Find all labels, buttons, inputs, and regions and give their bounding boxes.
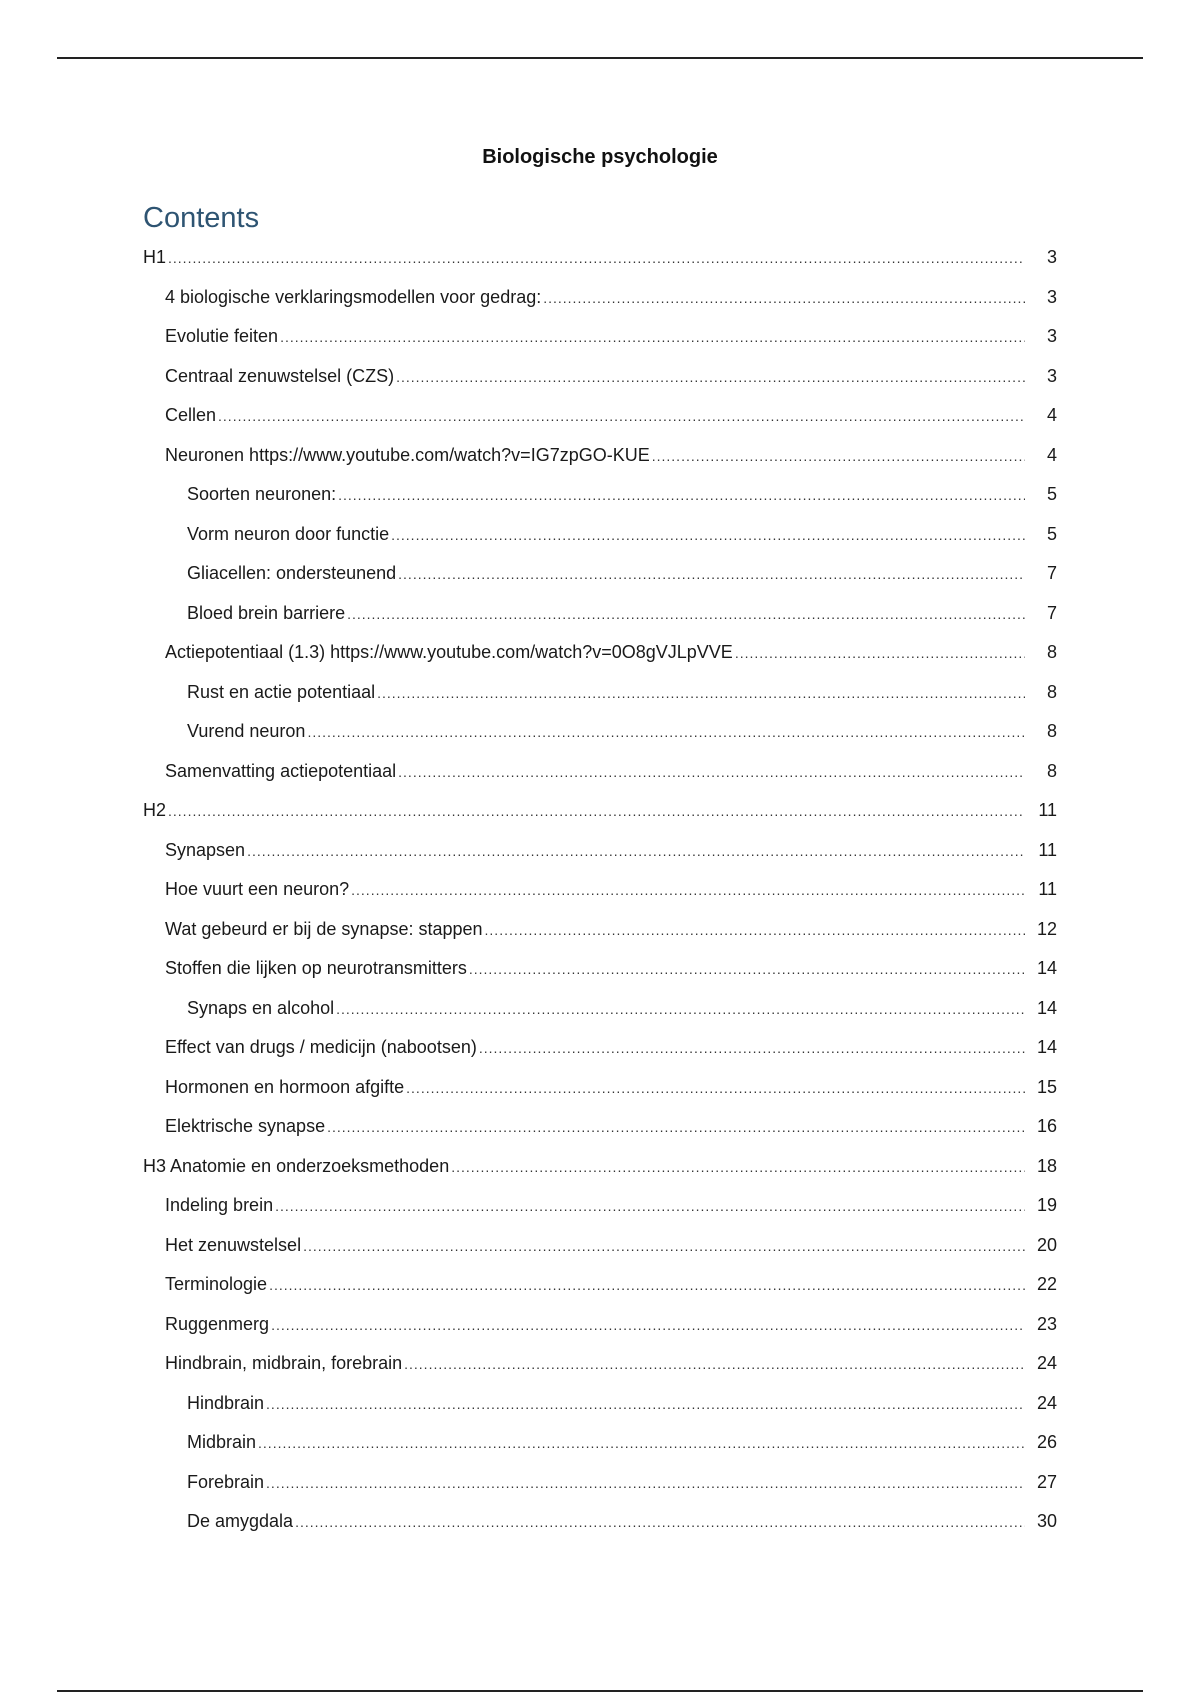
toc-entry-label: Elektrische synapse xyxy=(165,1116,326,1136)
toc-entry-label: Actiepotentiaal (1.3) https://www.youtube.com/watch?v=0O8gVJLpVVE xyxy=(165,642,733,662)
toc-entry[interactable] xyxy=(0,554,1200,594)
toc-entry-label: Synaps en alcohol xyxy=(187,997,335,1018)
toc-entry[interactable] xyxy=(0,1502,1200,1542)
toc-entry[interactable] xyxy=(0,1463,1200,1503)
toc-entry-label: H2 xyxy=(143,800,167,820)
toc-entry[interactable] xyxy=(0,1226,1200,1266)
toc-entry[interactable] xyxy=(0,1344,1200,1384)
toc-entry-page-number: 8 xyxy=(1046,681,1057,702)
toc-entry[interactable] xyxy=(0,752,1200,792)
toc-entry-label: Forebrain xyxy=(187,1471,265,1492)
toc-entry-label: Hoe vuurt een neuron? xyxy=(165,879,350,899)
toc-entry-label: Midbrain xyxy=(187,1432,257,1452)
toc-dot-leader xyxy=(735,634,1025,674)
toc-entry-label: Samenvatting actiepotentiaal xyxy=(165,760,397,781)
toc-entry[interactable] xyxy=(0,791,1200,831)
toc-entry-label: Ruggenmerg xyxy=(165,1313,270,1334)
toc-dot-leader xyxy=(280,318,1025,358)
toc-entry-label: Stoffen die lijken op neurotransmitters xyxy=(165,958,467,978)
toc-entry[interactable] xyxy=(0,1028,1200,1068)
document-title: Biologische psychologie xyxy=(482,146,718,168)
toc-entry-page-number: 8 xyxy=(1046,721,1057,741)
toc-entry-page-number: 4 xyxy=(1046,444,1057,465)
toc-entry-page-number: 8 xyxy=(1046,642,1057,662)
toc-entry[interactable] xyxy=(0,1265,1200,1305)
toc-dot-leader xyxy=(168,792,1025,832)
toc-entry-page-number: 8 xyxy=(1046,760,1057,781)
toc-entry-label: Indeling brein xyxy=(165,1195,274,1215)
toc-heading: Contents xyxy=(143,202,260,234)
toc-dot-leader xyxy=(247,832,1025,872)
toc-entry-page-number: 5 xyxy=(1046,484,1057,504)
toc-dot-leader xyxy=(479,1029,1025,1069)
toc-dot-leader xyxy=(404,1345,1025,1385)
toc-entry-page-number: 23 xyxy=(1036,1313,1057,1334)
toc-entry[interactable] xyxy=(0,633,1200,673)
toc-dot-leader xyxy=(451,1148,1025,1188)
toc-entry-label: Gliacellen: ondersteunend xyxy=(187,563,397,583)
toc-dot-leader xyxy=(168,239,1025,279)
toc-entry-label: Hindbrain xyxy=(187,1392,265,1413)
toc-entry-label: Terminologie xyxy=(165,1274,268,1294)
toc-entry-label: 4 biologische verklaringsmodellen voor gedrag: xyxy=(165,286,542,307)
toc-entry-label: Effect van drugs / medicijn (nabootsen) xyxy=(165,1037,477,1057)
toc-dot-leader xyxy=(307,713,1025,753)
header-rule xyxy=(57,57,1143,59)
toc-entry-page-number: 11 xyxy=(1038,839,1057,860)
toc-dot-leader xyxy=(347,595,1025,635)
toc-entry-page-number: 24 xyxy=(1036,1353,1057,1373)
toc-entry-label: Wat gebeurd er bij de synapse: stappen xyxy=(165,918,483,939)
toc-entry-page-number: 16 xyxy=(1036,1116,1057,1136)
toc-dot-leader xyxy=(396,358,1025,398)
toc-entry[interactable] xyxy=(0,1147,1200,1187)
toc-dot-leader xyxy=(266,1464,1025,1504)
toc-entry-page-number: 24 xyxy=(1036,1392,1057,1413)
toc-entry-label: De amygdala xyxy=(187,1511,294,1531)
toc-entry[interactable] xyxy=(0,238,1200,278)
toc-entry-page-number: 4 xyxy=(1046,405,1057,425)
toc-entry-label: Bloed brein barriere xyxy=(187,602,346,623)
toc-entry[interactable] xyxy=(0,870,1200,910)
footer-rule xyxy=(57,1690,1143,1692)
toc-entry-page-number: 19 xyxy=(1036,1195,1057,1215)
toc-entry-label: Vorm neuron door functie xyxy=(187,523,390,544)
toc-entry-page-number: 11 xyxy=(1038,800,1057,820)
toc-entry[interactable] xyxy=(0,1423,1200,1463)
toc-entry[interactable] xyxy=(0,436,1200,476)
toc-entry-label: H3 Anatomie en onderzoeksmethoden xyxy=(143,1155,450,1176)
toc-entry-page-number: 30 xyxy=(1036,1511,1057,1531)
toc-entry[interactable] xyxy=(0,1384,1200,1424)
toc-entry[interactable] xyxy=(0,278,1200,318)
toc-entry-page-number: 18 xyxy=(1036,1155,1057,1176)
toc-entry[interactable] xyxy=(0,673,1200,713)
toc-entry-page-number: 14 xyxy=(1036,958,1057,978)
toc-entry-page-number: 14 xyxy=(1036,997,1057,1018)
toc-entry-label: Rust en actie potentiaal xyxy=(187,681,376,702)
toc-dot-leader xyxy=(391,516,1025,556)
toc-dot-leader xyxy=(543,279,1025,319)
toc-entry-page-number: 14 xyxy=(1036,1037,1057,1057)
toc-entry-label: Soorten neuronen: xyxy=(187,484,337,504)
toc-entry-page-number: 26 xyxy=(1036,1432,1057,1452)
toc-entry[interactable] xyxy=(0,475,1200,515)
toc-dot-leader xyxy=(485,911,1025,951)
toc-dot-leader xyxy=(218,397,1025,437)
toc-entry-page-number: 22 xyxy=(1036,1274,1057,1294)
toc-entry[interactable] xyxy=(0,1107,1200,1147)
toc-entry[interactable] xyxy=(0,831,1200,871)
toc-entry-label: Hormonen en hormoon afgifte xyxy=(165,1076,405,1097)
toc-entry-page-number: 3 xyxy=(1046,326,1057,346)
toc-dot-leader xyxy=(303,1227,1025,1267)
toc-entry-page-number: 3 xyxy=(1046,365,1057,386)
toc-entry-label: Vurend neuron xyxy=(187,721,306,741)
toc-entry-label: Hindbrain, midbrain, forebrain xyxy=(165,1353,403,1373)
toc-entry[interactable] xyxy=(0,594,1200,634)
toc-entry[interactable] xyxy=(0,515,1200,555)
toc-dot-leader xyxy=(269,1266,1025,1306)
toc-entry-label: Het zenuwstelsel xyxy=(165,1234,302,1255)
toc-dot-leader xyxy=(377,674,1025,714)
toc-entry-page-number: 27 xyxy=(1036,1471,1057,1492)
toc-entry-label: H1 xyxy=(143,247,167,267)
toc-entry-label: Neuronen https://www.youtube.com/watch?v=IG7zpGO-KUE xyxy=(165,444,650,465)
toc-entry[interactable] xyxy=(0,317,1200,357)
toc-entry-page-number: 3 xyxy=(1046,247,1057,267)
toc-entry-page-number: 15 xyxy=(1036,1076,1057,1097)
table-of-contents xyxy=(0,238,1200,1542)
toc-entry[interactable] xyxy=(0,1305,1200,1345)
toc-entry-page-number: 11 xyxy=(1038,879,1057,899)
toc-dot-leader xyxy=(275,1187,1025,1227)
toc-entry-label: Synapsen xyxy=(165,839,246,860)
toc-dot-leader xyxy=(327,1108,1025,1148)
toc-entry[interactable] xyxy=(0,910,1200,950)
toc-dot-leader xyxy=(469,950,1025,990)
toc-dot-leader xyxy=(406,1069,1025,1109)
toc-dot-leader xyxy=(351,871,1025,911)
toc-entry[interactable] xyxy=(0,396,1200,436)
toc-entry[interactable] xyxy=(0,357,1200,397)
toc-entry[interactable] xyxy=(0,712,1200,752)
toc-entry-page-number: 12 xyxy=(1036,918,1057,939)
toc-entry[interactable] xyxy=(0,1186,1200,1226)
toc-dot-leader xyxy=(336,990,1025,1030)
toc-entry-page-number: 20 xyxy=(1036,1234,1057,1255)
toc-dot-leader xyxy=(398,555,1025,595)
toc-entry[interactable] xyxy=(0,989,1200,1029)
toc-entry[interactable] xyxy=(0,949,1200,989)
toc-dot-leader xyxy=(271,1306,1025,1346)
toc-entry[interactable] xyxy=(0,1068,1200,1108)
toc-dot-leader xyxy=(652,437,1025,477)
toc-dot-leader xyxy=(258,1424,1025,1464)
toc-entry-page-number: 5 xyxy=(1046,523,1057,544)
toc-entry-page-number: 7 xyxy=(1046,563,1057,583)
toc-entry-label: Cellen xyxy=(165,405,217,425)
toc-entry-page-number: 3 xyxy=(1046,286,1057,307)
toc-entry-label: Evolutie feiten xyxy=(165,326,279,346)
toc-entry-page-number: 7 xyxy=(1046,602,1057,623)
toc-dot-leader xyxy=(266,1385,1025,1425)
toc-dot-leader xyxy=(295,1503,1025,1543)
toc-dot-leader xyxy=(398,753,1025,793)
toc-entry-label: Centraal zenuwstelsel (CZS) xyxy=(165,365,395,386)
toc-dot-leader xyxy=(338,476,1025,516)
